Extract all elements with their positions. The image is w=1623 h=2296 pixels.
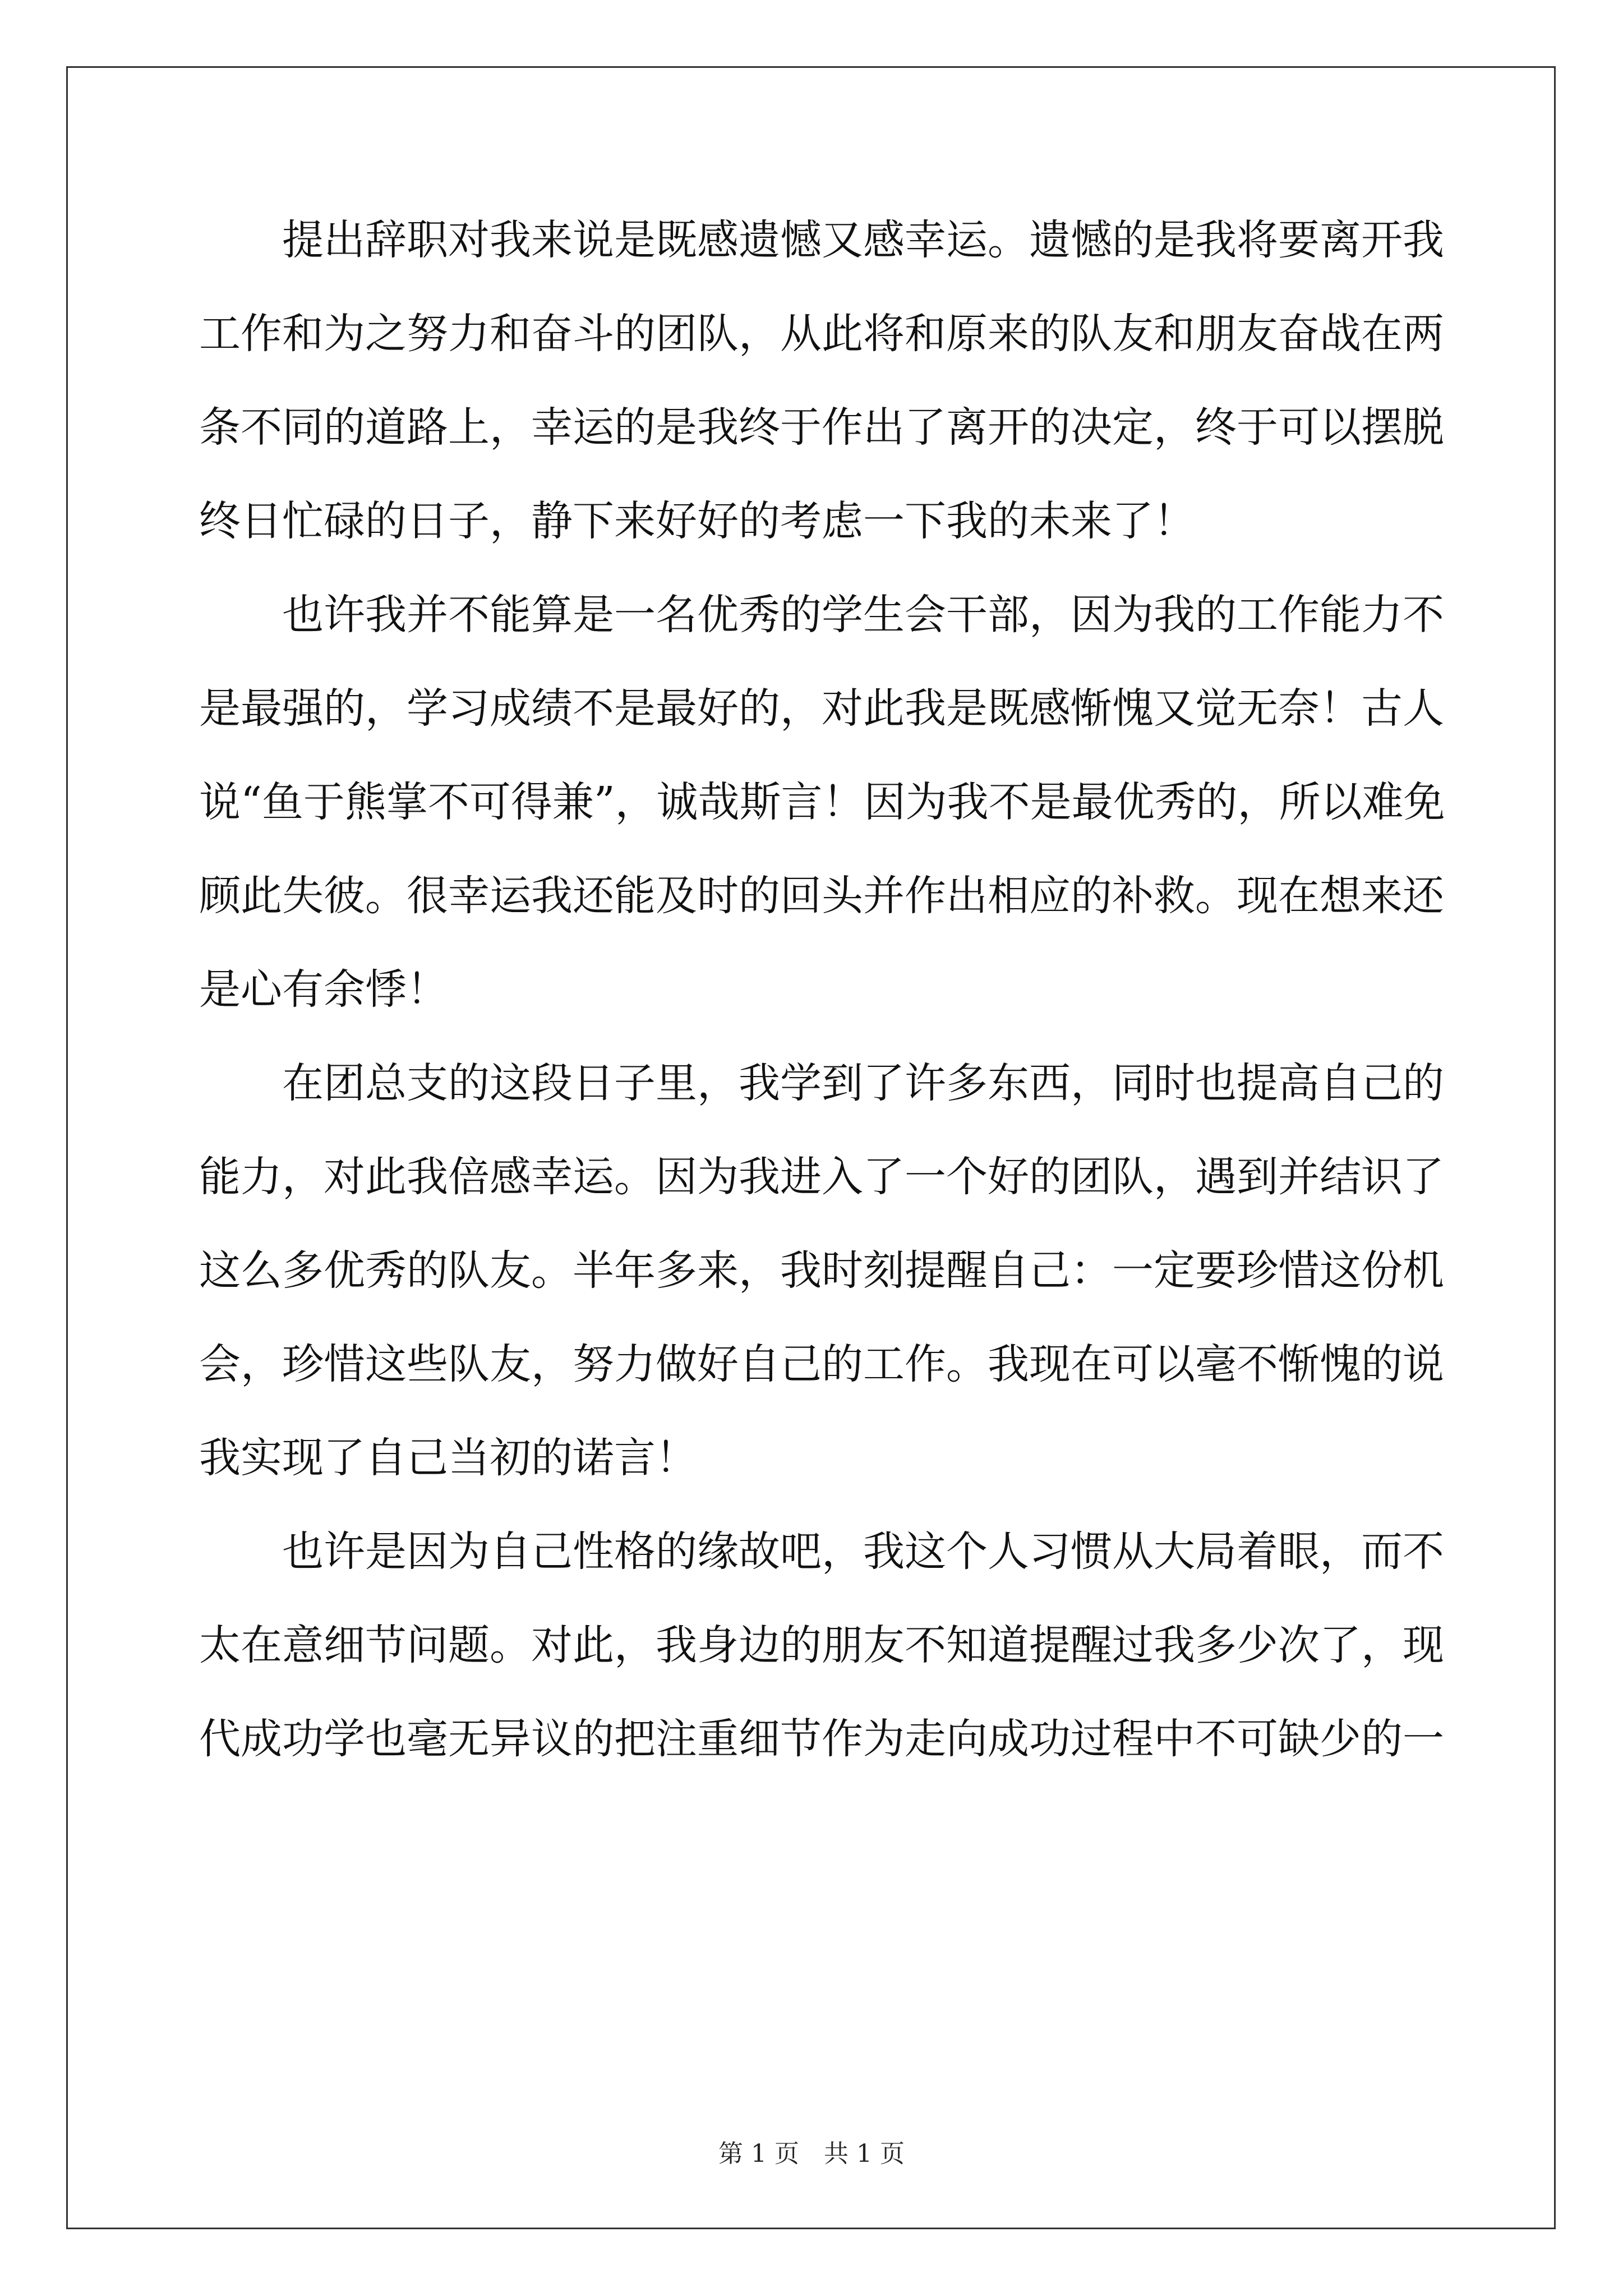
paragraph-1 (199, 194, 1444, 568)
paragraph-4 (199, 1505, 1444, 1786)
text-line: 在团总支的这段日子里，我学到了许多东西，同时也提高自己的 (282, 1059, 1444, 1107)
text-line: 代成功学也毫无异议的把注重细节作为走向成功过程中不可缺少的一 (199, 1715, 1444, 1763)
document-body (199, 194, 1445, 1786)
text-line: 条不同的道路上，幸运的是我终于作出了离开的决定，终于可以摆脱 (199, 403, 1444, 452)
page-number-footer: 第 1 页 共 1 页 (718, 2139, 905, 2168)
text-line: 也许我并不能算是一名优秀的学生会干部，因为我的工作能力不 (282, 591, 1444, 639)
text-line: 会，珍惜这些队友，努力做好自己的工作。我现在可以毫不惭愧的说 (199, 1340, 1444, 1388)
text-line: 太在意细节问题。对此，我身边的朋友不知道提醒过我多少次了，现 (199, 1621, 1444, 1669)
paragraph-2 (199, 568, 1445, 1037)
text-line: 终日忙碌的日子，静下来好好的考虑一下我的未来了！ (199, 497, 1195, 545)
paragraph-3 (199, 1037, 1444, 1505)
text-line: 我实现了自己当初的诺言！ (199, 1434, 697, 1482)
text-line: 能力，对此我倍感幸运。因为我进入了一个好的团队，遇到并结识了 (199, 1153, 1444, 1201)
text-line: 顾此失彼。很幸运我还能及时的回头并作出相应的补救。现在想来还 (199, 872, 1444, 920)
text-line: 这么多优秀的队友。半年多来，我时刻提醒自己：一定要珍惜这份机 (199, 1246, 1444, 1295)
text-line: 工作和为之努力和奋斗的团队，从此将和原来的队友和朋友奋战在两 (199, 310, 1444, 358)
text-line: 是最强的，学习成绩不是最好的，对此我是既感惭愧又觉无奈！古人 (199, 684, 1444, 733)
text-line: 说“鱼于熊掌不可得兼”，诚哉斯言！因为我不是最优秀的，所以难免 (199, 778, 1445, 826)
text-line: 也许是因为自己性格的缘故吧，我这个人习惯从大局着眼，而不 (282, 1527, 1444, 1576)
text-line: 提出辞职对我来说是既感遗憾又感幸运。遗憾的是我将要离开我 (282, 216, 1444, 264)
text-line: 是心有余悸！ (199, 965, 448, 1014)
